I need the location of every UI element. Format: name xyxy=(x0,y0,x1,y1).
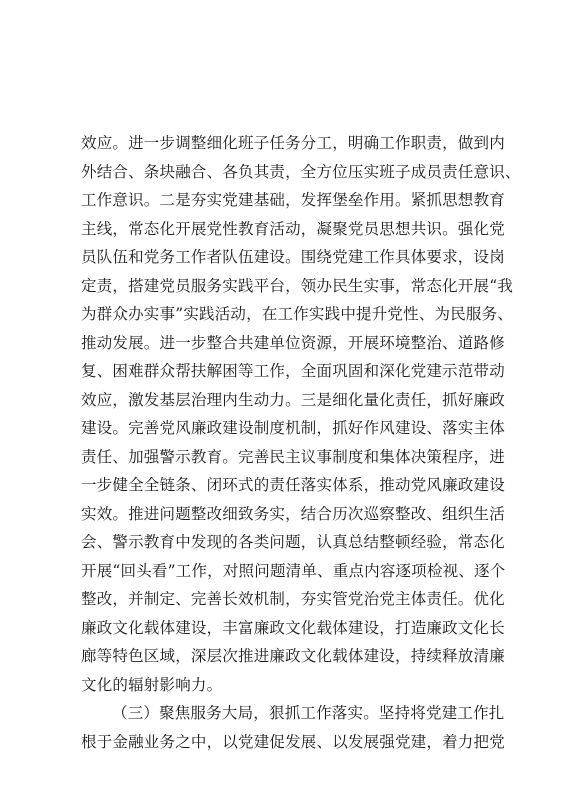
text-line: 员队伍和党务工作者队伍建设。围绕党建工作具体要求，设岗 xyxy=(81,248,505,266)
text-line: 整改，并制定、完善长效机制，夯实管党治党主体责任。优化 xyxy=(81,590,505,608)
text-line: 根于金融业务之中，以党建促发展、以发展强党建，着力把党 xyxy=(81,732,505,751)
body-text xyxy=(81,129,521,756)
text-line: 廊等特色区域，深层次推进廉政文化载体建设，持续释放清廉 xyxy=(81,647,505,665)
text-line: 效应，激发基层治理内生动力。三是细化量化责任，抓好廉政 xyxy=(81,390,505,409)
text-line: 开展“回头看”工作，对照问题清单、重点内容逐项检视、逐个 xyxy=(81,561,506,580)
text-line: 外结合、条块融合、各负其责，全方位压实班子成员责任意识、 xyxy=(81,162,521,181)
text-line: 复、困难群众帮扶解困等工作，全面巩固和深化党建示范带动 xyxy=(81,362,505,380)
text-line: 效应。进一步调整细化班子任务分工，明确工作职责，做到内 xyxy=(81,134,505,152)
text-line: 责任、加强警示教育。完善民主议事制度和集体决策程序，进 xyxy=(81,447,505,466)
text-line: 推动发展。进一步整合共建单位资源，开展环境整治、道路修 xyxy=(81,333,505,352)
text-line: 文化的辐射影响力。 xyxy=(81,675,223,694)
text-line: 定责，搭建党员服务实践平台，领办民生实事，常态化开展“我 xyxy=(81,276,514,295)
text-line: 会、警示教育中发现的各类问题，认真总结整顿经验，常态化 xyxy=(81,533,505,551)
text-line: 一步健全全链条、闭环式的责任落实体系，推动党风廉政建设 xyxy=(81,476,505,494)
text-line: 实效。推进问题整改细致务实，结合历次巡察整改、组织生活 xyxy=(81,504,505,523)
section-heading-line: （三）聚焦服务大局，狠抓工作落实。坚持将党建工作扎 xyxy=(112,704,505,722)
text-line: 建设。完善党风廉政建设制度机制，抓好作风建设、落实主体 xyxy=(81,419,505,437)
text-line: 工作意识。二是夯实党建基础，发挥堡垒作用。紧抓思想教育 xyxy=(81,191,505,209)
text-line: 主线，常态化开展党性教育活动，凝聚党员思想共识。强化党 xyxy=(81,219,505,238)
text-line: 为群众办实事”实践活动，在工作实践中提升党性、为民服务、 xyxy=(81,305,514,323)
text-line: 廉政文化载体建设，丰富廉政文化载体建设，打造廉政文化长 xyxy=(81,618,505,637)
